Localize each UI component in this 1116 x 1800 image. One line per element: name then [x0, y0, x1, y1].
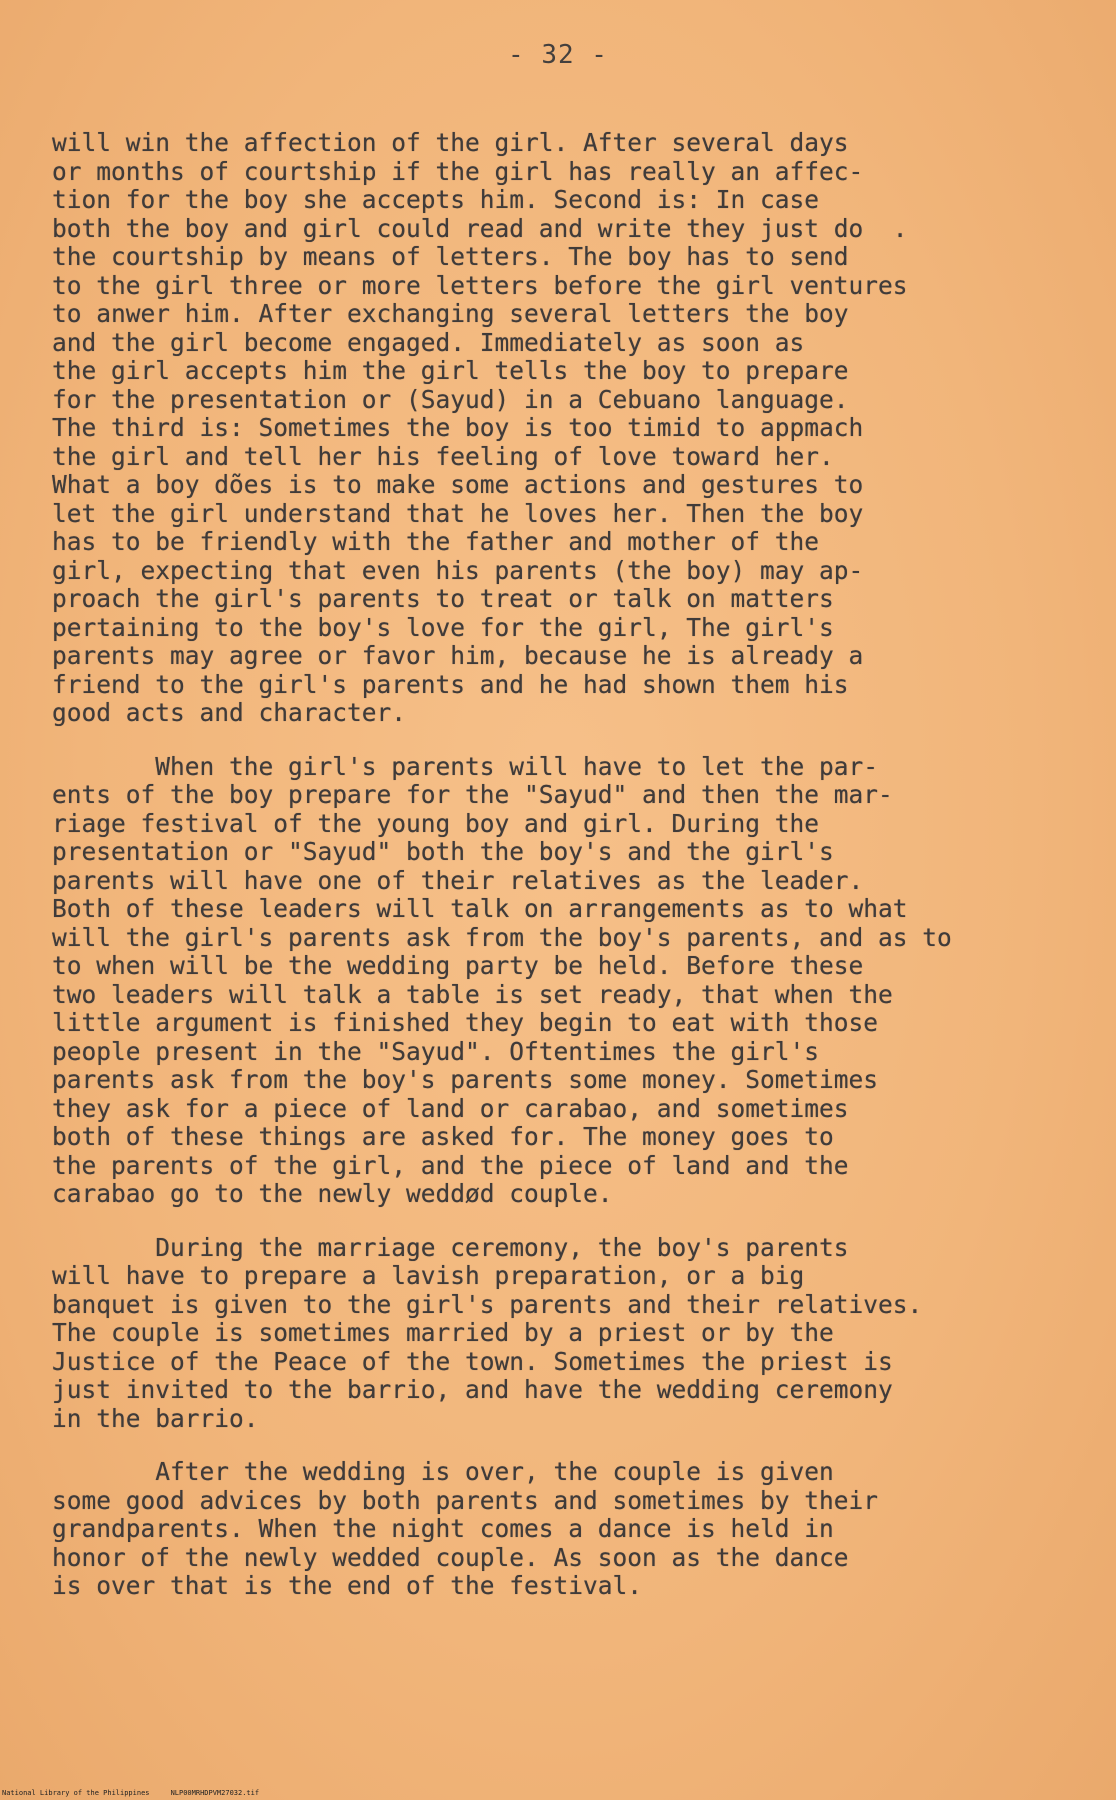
text-line: presentation or "Sayud" both the boy's and the girl's: [52, 837, 834, 866]
text-line: two leaders will talk a table is set ready, that when the: [52, 979, 893, 1009]
paragraph-3: [52, 1234, 1082, 1434]
text-line: ents of the boy prepare for the "Sayud" and then the mar-: [52, 780, 893, 809]
text-line: or months of courtship if the girl has really an affec-: [52, 156, 864, 186]
text-line: After the wedding is over, the couple is given: [52, 1457, 834, 1486]
text-line: The couple is sometimes married by a priest or by the: [52, 1318, 834, 1347]
text-line: for the presentation or (Sayud) in a Cebuano language.: [52, 384, 849, 414]
text-line: pertaining to the boy's love for the girl, The girl's: [52, 612, 834, 642]
text-line: the parents of the girl, and the piece of land and the: [52, 1150, 849, 1180]
page-number: - 32 -: [508, 40, 608, 70]
text-line: parents may agree or favor him, because he is already a: [52, 641, 864, 670]
text-line: the girl and tell her his feeling of love toward her.: [52, 441, 834, 471]
text-line: riage festival of the young boy and girl. During the: [52, 808, 820, 838]
text-line: parents will have one of their relatives as the leader.: [52, 865, 864, 895]
text-line: the courtship by means of letters. The boy has to send: [52, 242, 849, 271]
text-line: and the girl become engaged. Immediately as soon as: [52, 327, 805, 357]
text-line: they ask for a piece of land or carabao, and sometimes: [52, 1093, 849, 1123]
text-line: is over that is the end of the festival.: [52, 1571, 643, 1600]
text-line: the girl accepts him the girl tells the boy to prepare: [52, 356, 849, 385]
text-line: to when will be the wedding party be held. Before these: [52, 951, 864, 980]
text-line: in the barrio.: [52, 1403, 259, 1433]
text-line: to anwer him. After exchanging several letters the boy: [52, 299, 849, 328]
text-line: The third is: Sometimes the boy is too timid to appmach: [52, 413, 864, 442]
text-line: Justice of the Peace of the town. Sometimes the priest is: [52, 1346, 893, 1376]
text-line: proach the girl's parents to treat or talk on matters: [52, 584, 834, 613]
text-line: some good advices by both parents and sometimes by their: [52, 1485, 879, 1515]
text-line: When the girl's parents will have to let the par-: [52, 751, 879, 781]
text-line: both of these things are asked for. The money goes to: [52, 1122, 834, 1151]
text-line: has to be friendly with the father and mother of the: [52, 527, 820, 556]
text-line: people present in the "Sayud". Oftentimes the girl's: [52, 1036, 820, 1066]
text-line: banquet is given to the girl's parents and their relatives.: [52, 1289, 923, 1319]
text-line: honor of the newly wedded couple. As soon as the dance: [52, 1542, 849, 1572]
archive-footer: National Library of the Philippines NLP00MRHDPVM27032.tif: [2, 1789, 260, 1797]
text-line: grandparents. When the night comes a dance is held in: [52, 1514, 834, 1543]
text-line: will win the affection of the girl. After several days: [52, 128, 849, 157]
text-line: little argument is finished they begin to eat with those: [52, 1008, 879, 1037]
text-line: both the boy and girl could read and write they just do .: [52, 213, 908, 243]
text-line: Both of these leaders will talk on arrangements as to what: [52, 894, 908, 923]
text-line: parents ask from the boy's parents some money. Sometimes: [52, 1065, 879, 1094]
text-line: What a boy dões is to make some actions and gestures to: [52, 470, 864, 499]
text-line: tion for the boy she accepts him. Second is: In case: [52, 185, 820, 214]
text-line: to the girl three or more letters before the girl ventures: [52, 270, 908, 300]
text-line: let the girl understand that he loves her. Then the boy: [52, 498, 864, 528]
text-line: will have to prepare a lavish preparation, or a big: [52, 1261, 805, 1290]
text-line: carabao go to the newly weddød couple.: [52, 1179, 613, 1208]
paragraph-4: [52, 1458, 1082, 1601]
text-line: will the girl's parents ask from the boy's parents, and as to: [52, 922, 952, 952]
text-line: girl, expecting that even his parents (the boy) may ap-: [52, 555, 864, 585]
body-text: [52, 129, 1082, 1626]
text-line: good acts and character.: [52, 698, 407, 727]
paragraph-1: [52, 129, 1082, 728]
text-line: just invited to the barrio, and have the wedding ceremony: [52, 1375, 893, 1404]
paragraph-2: [52, 753, 1082, 1209]
text-line: During the marriage ceremony, the boy's parents: [52, 1232, 849, 1262]
text-line: friend to the girl's parents and he had shown them his: [52, 669, 849, 699]
